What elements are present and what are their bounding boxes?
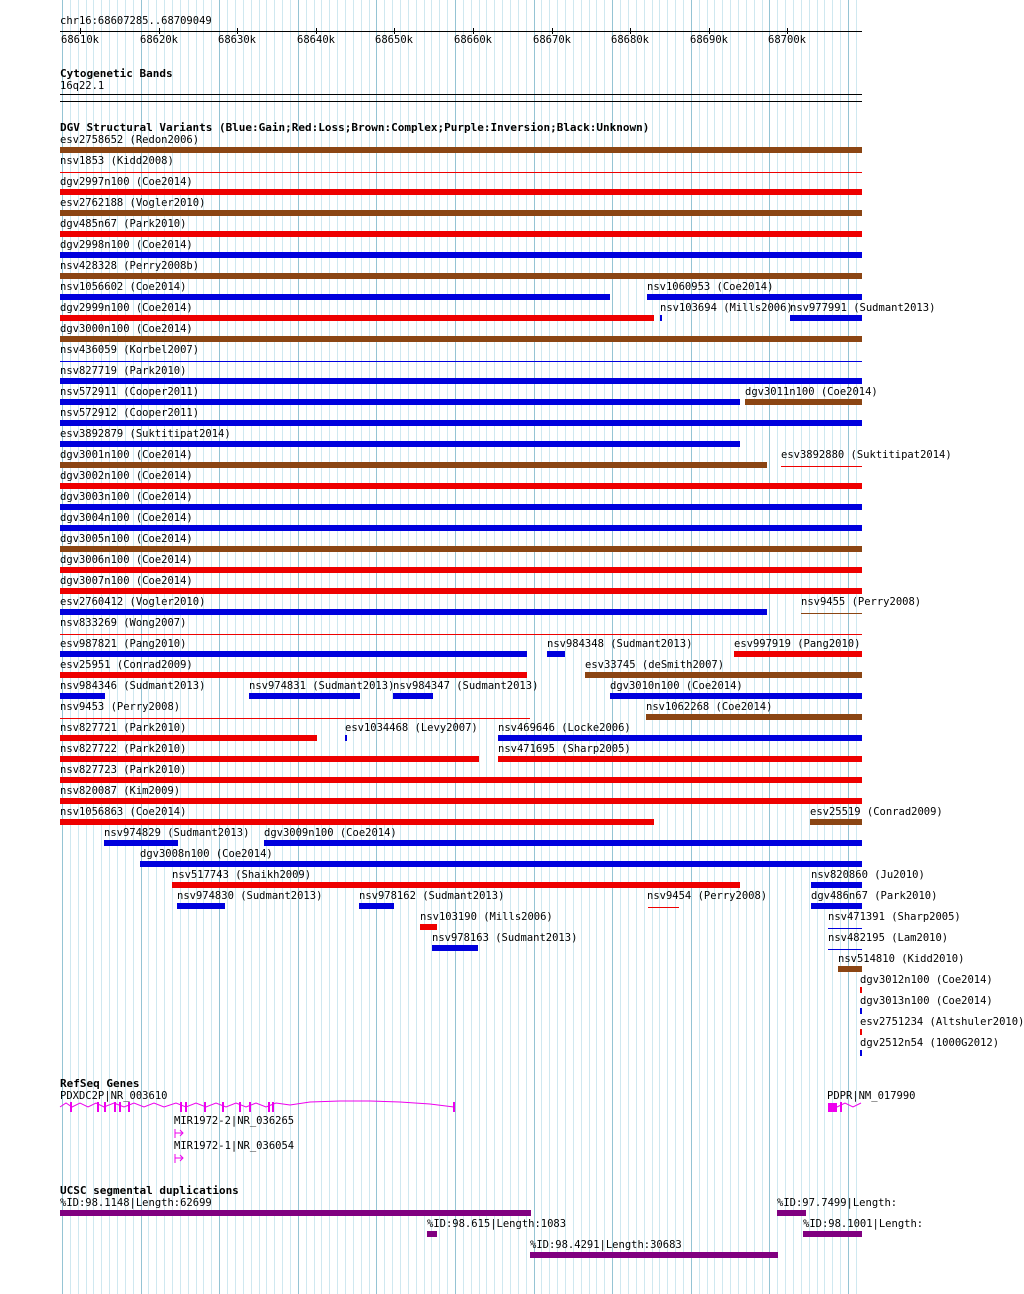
- ruler-tick-label: 68630k: [218, 34, 256, 46]
- variant-label[interactable]: esv25519 (Conrad2009): [810, 806, 943, 818]
- variant-label[interactable]: nsv436059 (Korbel2007): [60, 344, 200, 356]
- segdup-bar[interactable]: [530, 1252, 778, 1258]
- variant-label[interactable]: esv2758652 (Redon2006): [60, 134, 200, 146]
- ruler-tick-label: 68670k: [533, 34, 571, 46]
- variant-label[interactable]: dgv3001n100 (Coe2014): [60, 449, 193, 461]
- variant-label[interactable]: nsv978162 (Sudmant2013): [359, 890, 505, 902]
- cytoband-label: 16q22.1: [60, 80, 105, 92]
- variant-label[interactable]: dgv3003n100 (Coe2014): [60, 491, 193, 503]
- variant-label[interactable]: nsv1062268 (Coe2014): [646, 701, 773, 713]
- variant-label[interactable]: nsv820087 (Kim2009): [60, 785, 181, 797]
- dgv-track-title[interactable]: DGV Structural Variants (Blue:Gain;Red:Loss;Brown:Complex;Purple:Inversion;Black:Unknown): [60, 121, 650, 134]
- ruler-tick-label: 68700k: [768, 34, 806, 46]
- variant-label[interactable]: nsv984347 (Sudmant2013): [393, 680, 539, 692]
- variant-label[interactable]: nsv984348 (Sudmant2013): [547, 638, 693, 650]
- ruler-tick-label: 68640k: [297, 34, 335, 46]
- variant-label[interactable]: dgv486n67 (Park2010): [811, 890, 938, 902]
- variant-label[interactable]: nsv103694 (Mills2006): [660, 302, 793, 314]
- ruler-tick-label: 68650k: [375, 34, 413, 46]
- gene-model-mir1972-1[interactable]: [175, 1154, 183, 1163]
- ruler-tick-label: 68680k: [611, 34, 649, 46]
- ruler-tick-label: 68610k: [61, 34, 99, 46]
- segdup-label[interactable]: %ID:98.615|Length:1083: [427, 1218, 567, 1230]
- segdup-bar[interactable]: [427, 1231, 437, 1237]
- variant-label[interactable]: nsv514810 (Kidd2010): [838, 953, 965, 965]
- variant-label[interactable]: nsv9454 (Perry2008): [647, 890, 768, 902]
- ruler-tick-label: 68690k: [690, 34, 728, 46]
- variant-label[interactable]: esv987821 (Pang2010): [60, 638, 187, 650]
- gene-label[interactable]: PDPR|NM_017990: [827, 1090, 916, 1102]
- gene-label[interactable]: MIR1972-1|NR_036054: [174, 1140, 295, 1152]
- variant-label[interactable]: nsv9453 (Perry2008): [60, 701, 181, 713]
- variant-label[interactable]: dgv2998n100 (Coe2014): [60, 239, 193, 251]
- position-label: chr16:68607285..68709049: [60, 15, 212, 27]
- variant-label[interactable]: dgv3006n100 (Coe2014): [60, 554, 193, 566]
- gene-exons-pdxdc2p: [70, 1102, 455, 1112]
- segdup-track-title[interactable]: UCSC segmental duplications: [60, 1184, 239, 1197]
- variant-label[interactable]: dgv3013n100 (Coe2014): [860, 995, 993, 1007]
- variant-label[interactable]: nsv482195 (Lam2010): [828, 932, 949, 944]
- variant-label[interactable]: dgv2997n100 (Coe2014): [60, 176, 193, 188]
- variant-label[interactable]: esv33745 (deSmith2007): [585, 659, 725, 671]
- variant-label[interactable]: nsv428328 (Perry2008b): [60, 260, 200, 272]
- gene-model-pdpr[interactable]: [828, 1102, 861, 1112]
- variant-label[interactable]: nsv827722 (Park2010): [60, 743, 187, 755]
- variant-label[interactable]: nsv820860 (Ju2010): [811, 869, 925, 881]
- variant-label[interactable]: nsv978163 (Sudmant2013): [432, 932, 578, 944]
- variant-label[interactable]: nsv974829 (Sudmant2013): [104, 827, 250, 839]
- variant-label[interactable]: nsv471695 (Sharp2005): [498, 743, 631, 755]
- variant-label[interactable]: nsv1853 (Kidd2008): [60, 155, 174, 167]
- variant-label[interactable]: dgv3009n100 (Coe2014): [264, 827, 397, 839]
- variant-label[interactable]: nsv827721 (Park2010): [60, 722, 187, 734]
- variant-label[interactable]: dgv3002n100 (Coe2014): [60, 470, 193, 482]
- variant-label[interactable]: dgv3012n100 (Coe2014): [860, 974, 993, 986]
- variant-label[interactable]: nsv974830 (Sudmant2013): [177, 890, 323, 902]
- variant-label[interactable]: nsv9455 (Perry2008): [801, 596, 922, 608]
- variant-label[interactable]: esv2760412 (Vogler2010): [60, 596, 206, 608]
- cytoband-track-title[interactable]: Cytogenetic Bands: [60, 67, 173, 80]
- variant-label[interactable]: nsv103190 (Mills2006): [420, 911, 553, 923]
- segdup-bar[interactable]: [803, 1231, 862, 1237]
- variant-label[interactable]: dgv3007n100 (Coe2014): [60, 575, 193, 587]
- variant-label[interactable]: esv25951 (Conrad2009): [60, 659, 193, 671]
- variant-label[interactable]: nsv471391 (Sharp2005): [828, 911, 961, 923]
- variant-label[interactable]: esv2762188 (Vogler2010): [60, 197, 206, 209]
- gene-label[interactable]: MIR1972-2|NR_036265: [174, 1115, 295, 1127]
- variant-label[interactable]: dgv3008n100 (Coe2014): [140, 848, 273, 860]
- gene-model-mir1972-2[interactable]: [175, 1129, 183, 1138]
- segdup-bar[interactable]: [60, 1210, 531, 1216]
- variant-label[interactable]: esv3892880 (Suktitipat2014): [781, 449, 952, 461]
- segdup-label[interactable]: %ID:98.4291|Length:30683: [530, 1239, 682, 1251]
- variant-label[interactable]: dgv3004n100 (Coe2014): [60, 512, 193, 524]
- variant-label[interactable]: dgv3005n100 (Coe2014): [60, 533, 193, 545]
- variant-label[interactable]: esv3892879 (Suktitipat2014): [60, 428, 231, 440]
- variant-label[interactable]: nsv1060953 (Coe2014): [647, 281, 774, 293]
- segdup-label[interactable]: %ID:98.1001|Length:: [803, 1218, 924, 1230]
- variant-label[interactable]: nsv827719 (Park2010): [60, 365, 187, 377]
- segdup-bar[interactable]: [777, 1210, 806, 1216]
- variant-label[interactable]: dgv3011n100 (Coe2014): [745, 386, 878, 398]
- ruler-tick-label: 68660k: [454, 34, 492, 46]
- segdup-label[interactable]: %ID:97.7499|Length:: [777, 1197, 898, 1209]
- ruler-tick-label: 68620k: [140, 34, 178, 46]
- variant-label[interactable]: dgv2512n54 (1000G2012): [860, 1037, 1000, 1049]
- variant-label[interactable]: esv2751234 (Altshuler2010): [860, 1016, 1024, 1028]
- variant-label[interactable]: nsv827723 (Park2010): [60, 764, 187, 776]
- variant-label[interactable]: nsv517743 (Shaikh2009): [172, 869, 312, 881]
- variant-label[interactable]: nsv984346 (Sudmant2013): [60, 680, 206, 692]
- variant-label[interactable]: nsv1056863 (Coe2014): [60, 806, 187, 818]
- variant-label[interactable]: nsv1056602 (Coe2014): [60, 281, 187, 293]
- variant-label[interactable]: nsv572911 (Cooper2011): [60, 386, 200, 398]
- variant-label[interactable]: dgv2999n100 (Coe2014): [60, 302, 193, 314]
- variant-label[interactable]: nsv977991 (Sudmant2013): [790, 302, 936, 314]
- variant-label[interactable]: nsv469646 (Locke2006): [498, 722, 631, 734]
- refseq-track-title[interactable]: RefSeq Genes: [60, 1077, 140, 1090]
- variant-label[interactable]: dgv3010n100 (Coe2014): [610, 680, 743, 692]
- gene-label[interactable]: PDXDC2P|NR_003610: [60, 1090, 168, 1102]
- variant-label[interactable]: esv997919 (Pang2010): [734, 638, 861, 650]
- variant-label[interactable]: esv1034468 (Levy2007): [345, 722, 478, 734]
- variant-label[interactable]: dgv485n67 (Park2010): [60, 218, 187, 230]
- segdup-label[interactable]: %ID:98.1148|Length:62699: [60, 1197, 212, 1209]
- variant-label[interactable]: nsv572912 (Cooper2011): [60, 407, 200, 419]
- variant-label[interactable]: nsv833269 (Wong2007): [60, 617, 187, 629]
- variant-label[interactable]: nsv974831 (Sudmant2013): [249, 680, 395, 692]
- variant-label[interactable]: dgv3000n100 (Coe2014): [60, 323, 193, 335]
